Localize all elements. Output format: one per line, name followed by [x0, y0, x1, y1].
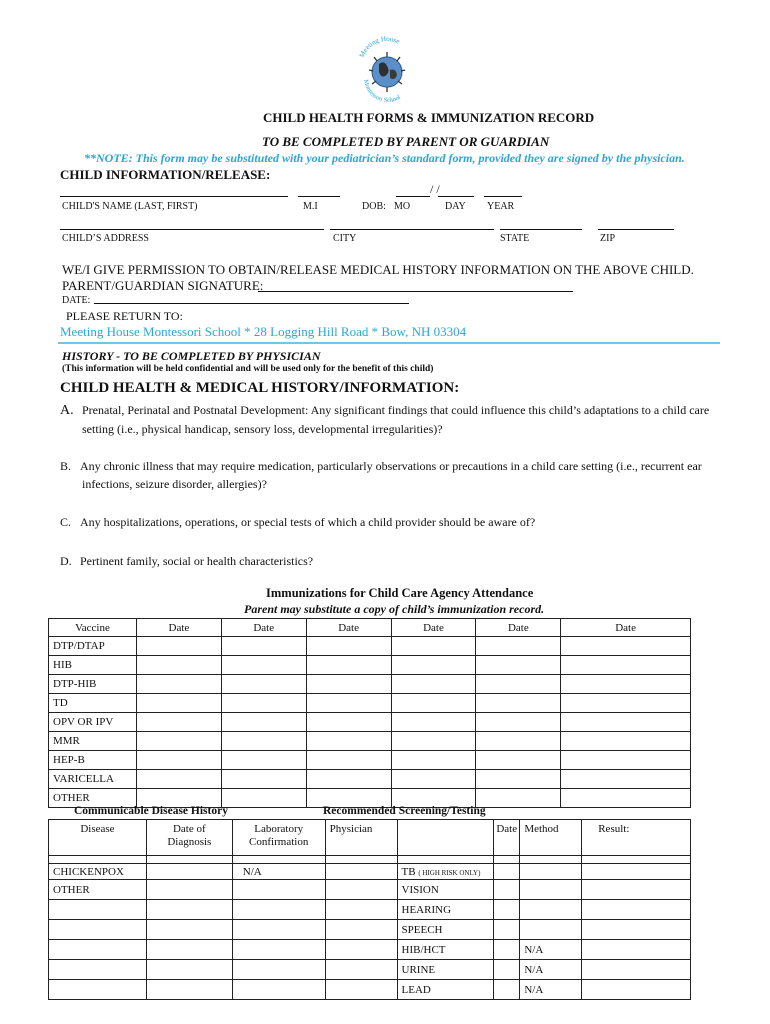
- question-b-text-1: Any chronic illness that may require medication, particularly observations or precautions in a child care setting (i.e., recurrent ear: [80, 459, 702, 473]
- medical-history-heading: CHILD HEALTH & MEDICAL HISTORY/INFORMATION:: [60, 380, 460, 396]
- date-cell[interactable]: [476, 770, 561, 789]
- diagnosis-date-cell[interactable]: [146, 864, 232, 880]
- date-cell[interactable]: [561, 656, 691, 675]
- confidential-note: (This information will be held confidential and will be used only for the benefit of this child): [62, 364, 434, 374]
- disease-name[interactable]: [49, 900, 147, 920]
- lab-cell[interactable]: [232, 980, 325, 1000]
- disease-name[interactable]: [49, 980, 147, 1000]
- question-c: [60, 513, 535, 531]
- disease-name: CHICKENPOX: [49, 864, 147, 880]
- immunizations-title: Immunizations for Child Care Agency Attendance: [266, 586, 534, 600]
- dob-day-field[interactable]: [438, 196, 474, 197]
- permission-statement: WE/I GIVE PERMISSION TO OBTAIN/RELEASE MEDICAL HISTORY INFORMATION ON THE ABOVE CHILD.: [62, 262, 694, 277]
- diagnosis-date-cell[interactable]: [146, 980, 232, 1000]
- immunization-table: [48, 618, 691, 808]
- date-cell[interactable]: [561, 694, 691, 713]
- disease-name: OTHER: [49, 880, 147, 900]
- col-lab-confirmation: Laboratory Confirmation: [232, 820, 325, 856]
- col-physician: Physician: [325, 820, 397, 856]
- method-cell[interactable]: [520, 900, 582, 920]
- date-cell[interactable]: [391, 694, 476, 713]
- screening-test: HIB/HCT: [397, 940, 494, 960]
- question-b-label: B.: [60, 459, 72, 473]
- date-cell[interactable]: [306, 770, 391, 789]
- date-cell[interactable]: [476, 694, 561, 713]
- vaccine-name: VARICELLA: [49, 770, 137, 789]
- physician-cell[interactable]: [325, 864, 397, 880]
- disease-name[interactable]: [49, 920, 147, 940]
- immunization-header-row: [49, 619, 691, 637]
- disease-name[interactable]: [49, 940, 147, 960]
- date-cell[interactable]: [476, 637, 561, 656]
- disease-header-row: [49, 820, 691, 856]
- table-row: [49, 713, 691, 732]
- col-screening-date: Date: [494, 820, 520, 856]
- date-cell[interactable]: [221, 637, 306, 656]
- result-cell[interactable]: [582, 980, 691, 1000]
- question-b-text-2: infections, seizure disorder, allergies)?: [82, 477, 267, 491]
- date-cell[interactable]: [561, 789, 691, 808]
- date-cell[interactable]: [561, 770, 691, 789]
- physician-cell[interactable]: [325, 900, 397, 920]
- screening-date-cell[interactable]: [494, 960, 520, 980]
- date-cell[interactable]: [561, 713, 691, 732]
- date-cell[interactable]: [136, 637, 221, 656]
- signature-label: PARENT/GUARDIAN SIGNATURE:: [62, 278, 264, 293]
- result-cell[interactable]: [582, 920, 691, 940]
- screening-test: URINE: [397, 960, 494, 980]
- address-field[interactable]: [60, 229, 324, 230]
- method-cell[interactable]: N/A: [520, 980, 582, 1000]
- question-c-text: Any hospitalizations, operations, or special tests of which a child provider should be aware of?: [80, 515, 536, 529]
- date-cell[interactable]: [391, 732, 476, 751]
- vaccine-name: OTHER: [49, 789, 137, 808]
- dob-year-field[interactable]: [484, 196, 522, 197]
- col-date-of-diagnosis: Date of Diagnosis: [146, 820, 232, 856]
- screening-date-cell[interactable]: [494, 920, 520, 940]
- date-cell[interactable]: [306, 675, 391, 694]
- diagnosis-date-cell[interactable]: [146, 920, 232, 940]
- method-cell[interactable]: [520, 880, 582, 900]
- date-cell[interactable]: [306, 751, 391, 770]
- return-address: Meeting House Montessori School * 28 Logging Hill Road * Bow, NH 03304: [60, 324, 467, 339]
- date-label: DATE:: [62, 295, 91, 306]
- city-label: CITY: [333, 233, 357, 244]
- table-row: [49, 751, 691, 770]
- logo-top-text: Meeting House: [357, 34, 402, 59]
- result-cell[interactable]: [582, 960, 691, 980]
- table-row: [49, 940, 691, 960]
- col-date-1: Date: [136, 619, 221, 637]
- child-name-label: CHILD'S NAME (LAST, FIRST): [62, 201, 198, 212]
- svg-text:Meeting House: [358, 35, 401, 59]
- date-cell[interactable]: [136, 675, 221, 694]
- date-cell[interactable]: [306, 637, 391, 656]
- lab-cell[interactable]: [232, 900, 325, 920]
- globe-logo-icon: [352, 30, 422, 106]
- question-c-label: C.: [60, 515, 72, 529]
- disease-history-title: Communicable Disease History: [74, 805, 228, 817]
- physician-cell[interactable]: [325, 880, 397, 900]
- zip-label: ZIP: [600, 233, 615, 244]
- table-row: [49, 920, 691, 940]
- dob-slashes: / /: [430, 182, 440, 196]
- result-cell[interactable]: [582, 900, 691, 920]
- table-row: [49, 900, 691, 920]
- date-cell[interactable]: [221, 675, 306, 694]
- physician-cell[interactable]: [325, 940, 397, 960]
- diagnosis-date-cell[interactable]: [146, 880, 232, 900]
- col-date-3: Date: [306, 619, 391, 637]
- zip-field[interactable]: [598, 229, 674, 230]
- date-cell[interactable]: [221, 694, 306, 713]
- method-cell[interactable]: N/A: [520, 960, 582, 980]
- screening-test: VISION: [397, 880, 494, 900]
- table-row: [49, 637, 691, 656]
- date-cell[interactable]: [391, 770, 476, 789]
- result-cell[interactable]: [582, 940, 691, 960]
- lab-cell[interactable]: [232, 920, 325, 940]
- mi-label: M.I: [303, 201, 318, 212]
- col-date-2: Date: [221, 619, 306, 637]
- col-method: Method: [520, 820, 582, 856]
- col-date-4: Date: [391, 619, 476, 637]
- diagnosis-date-cell[interactable]: [146, 940, 232, 960]
- screening-test-name: TB: [401, 865, 416, 878]
- disease-name[interactable]: [49, 960, 147, 980]
- screening-title: Recommended Screening/Testing: [323, 805, 486, 817]
- col-result: Result:: [582, 820, 691, 856]
- date-cell[interactable]: [476, 732, 561, 751]
- physician-cell[interactable]: [325, 980, 397, 1000]
- date-cell[interactable]: [221, 770, 306, 789]
- date-cell[interactable]: [476, 656, 561, 675]
- col-date-6: Date: [561, 619, 691, 637]
- vaccine-name: HIB: [49, 656, 137, 675]
- method-cell[interactable]: N/A: [520, 940, 582, 960]
- date-cell[interactable]: [136, 751, 221, 770]
- date-cell[interactable]: [476, 751, 561, 770]
- date-cell[interactable]: [306, 656, 391, 675]
- signature-date-field[interactable]: [94, 303, 409, 304]
- date-cell[interactable]: [476, 675, 561, 694]
- screening-date-cell[interactable]: [494, 980, 520, 1000]
- date-cell[interactable]: [561, 732, 691, 751]
- history-heading: HISTORY - TO BE COMPLETED BY PHYSICIAN: [62, 349, 321, 363]
- table-row: [49, 694, 691, 713]
- mo-label: MO: [394, 201, 411, 212]
- vaccine-name: TD: [49, 694, 137, 713]
- lab-cell: N/A: [232, 864, 325, 880]
- spacer-row: [49, 856, 691, 864]
- screening-test: SPEECH: [397, 920, 494, 940]
- middle-initial-field[interactable]: [298, 196, 340, 197]
- vaccine-name: DTP-HIB: [49, 675, 137, 694]
- lab-cell[interactable]: [232, 960, 325, 980]
- vaccine-name: DTP/DTAP: [49, 637, 137, 656]
- date-cell[interactable]: [306, 732, 391, 751]
- question-d: [60, 552, 313, 570]
- day-label: DAY: [445, 201, 466, 212]
- question-a-text-1: Prenatal, Perinatal and Postnatal Development: Any significant findings that could influence this child’s adaptations to a child care: [82, 403, 710, 417]
- table-row: [49, 656, 691, 675]
- result-cell[interactable]: [582, 880, 691, 900]
- dob-label: DOB:: [362, 201, 386, 212]
- date-cell[interactable]: [221, 751, 306, 770]
- diagnosis-date-cell[interactable]: [146, 960, 232, 980]
- col-date-5: Date: [476, 619, 561, 637]
- immunizations-subtitle: Parent may substitute a copy of child’s immunization record.: [244, 602, 545, 616]
- date-cell[interactable]: [391, 751, 476, 770]
- date-cell[interactable]: [306, 713, 391, 732]
- table-row: [49, 980, 691, 1000]
- form-subtitle: TO BE COMPLETED BY PARENT OR GUARDIAN: [262, 134, 550, 149]
- method-cell[interactable]: [520, 920, 582, 940]
- logo-bottom-text: Montessori School: [361, 78, 402, 105]
- table-row: [49, 732, 691, 751]
- screening-date-cell[interactable]: [494, 900, 520, 920]
- form-title: CHILD HEALTH FORMS & IMMUNIZATION RECORD: [263, 110, 595, 125]
- child-info-heading: CHILD INFORMATION/RELEASE:: [60, 167, 271, 182]
- child-name-field[interactable]: [60, 196, 288, 197]
- school-logo: [352, 30, 422, 106]
- table-row: [49, 770, 691, 789]
- question-b: [60, 457, 702, 493]
- date-cell[interactable]: [221, 732, 306, 751]
- signature-field[interactable]: [258, 291, 573, 292]
- lab-cell[interactable]: [232, 940, 325, 960]
- city-field[interactable]: [330, 229, 494, 230]
- year-label: YEAR: [487, 201, 515, 212]
- table-row: [49, 675, 691, 694]
- date-cell[interactable]: [221, 713, 306, 732]
- vaccine-name: HEP-B: [49, 751, 137, 770]
- result-cell[interactable]: [582, 864, 691, 880]
- date-cell[interactable]: [221, 656, 306, 675]
- screening-test: LEAD: [397, 980, 494, 1000]
- date-cell[interactable]: [561, 637, 691, 656]
- address-label: CHILD’S ADDRESS: [62, 233, 149, 244]
- question-d-label: D.: [60, 554, 72, 568]
- screening-date-cell[interactable]: [494, 880, 520, 900]
- method-cell[interactable]: [520, 864, 582, 880]
- question-d-text: Pertinent family, social or health characteristics?: [80, 554, 314, 568]
- date-cell[interactable]: [391, 656, 476, 675]
- section-divider: [58, 342, 720, 344]
- date-cell[interactable]: [561, 675, 691, 694]
- date-cell[interactable]: [136, 732, 221, 751]
- substitution-note: **NOTE: This form may be substituted with your pediatrician’s standard form, provided they are signed by the physician.: [84, 151, 685, 165]
- date-cell[interactable]: [136, 770, 221, 789]
- table-row: [49, 960, 691, 980]
- date-cell[interactable]: [136, 656, 221, 675]
- date-cell[interactable]: [136, 694, 221, 713]
- table-row: [49, 880, 691, 900]
- col-disease: Disease: [49, 820, 147, 856]
- return-label: PLEASE RETURN TO:: [66, 309, 183, 323]
- date-cell[interactable]: [221, 789, 306, 808]
- screening-header-blank: [397, 820, 494, 856]
- screening-test: HEARING: [397, 900, 494, 920]
- question-a-text-2: setting (i.e., physical handicap, sensory loss, developmental irregularities)?: [82, 422, 443, 436]
- date-cell[interactable]: [476, 713, 561, 732]
- date-cell[interactable]: [476, 789, 561, 808]
- question-a: [60, 401, 709, 438]
- state-field[interactable]: [500, 229, 582, 230]
- physician-cell[interactable]: [325, 960, 397, 980]
- physician-cell[interactable]: [325, 920, 397, 940]
- lab-cell: [232, 880, 325, 900]
- date-cell[interactable]: [391, 637, 476, 656]
- state-label: STATE: [500, 233, 530, 244]
- screening-date-cell[interactable]: [494, 864, 520, 880]
- date-cell[interactable]: [306, 694, 391, 713]
- date-cell[interactable]: [561, 751, 691, 770]
- screening-test: [397, 864, 494, 880]
- dob-month-field[interactable]: [396, 196, 430, 197]
- date-cell[interactable]: [391, 675, 476, 694]
- disease-screening-table: [48, 819, 691, 1000]
- table-row: [49, 864, 691, 880]
- vaccine-name: MMR: [49, 732, 137, 751]
- vaccine-name: OPV OR IPV: [49, 713, 137, 732]
- date-cell[interactable]: [136, 713, 221, 732]
- screening-test-suffix: ( HIGH RISK ONLY): [418, 868, 481, 877]
- diagnosis-date-cell[interactable]: [146, 900, 232, 920]
- screening-date-cell[interactable]: [494, 940, 520, 960]
- col-vaccine: Vaccine: [49, 619, 137, 637]
- question-a-label: A.: [60, 403, 74, 418]
- date-cell[interactable]: [391, 713, 476, 732]
